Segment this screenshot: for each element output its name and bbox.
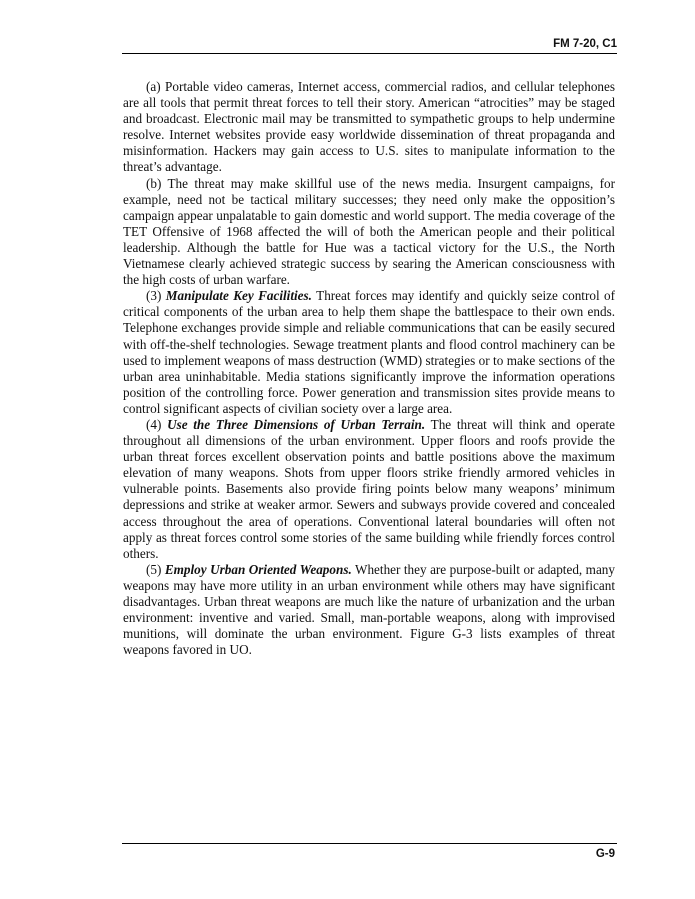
paragraph-b-text: (b) The threat may make skillful use of the news media. Insurgent campaigns, for example, need not be tactical military successes; they need only make the opposition’s campaign appear unpalatable to gain domestic and world support. The media coverage of the TET Offensive of 1968 affected the will of both the American people and their political leadership. Although the battle for Hue was a tactical victory for the U.S., the North Vietnamese clearly achieved strategic success by searing the American consciousness with the high costs of urban warfare. (123, 175, 615, 288)
paragraph-3-number: (3) (146, 288, 166, 304)
paragraph-5-text: Whether they are purpose-built or adapted, many weapons may have more utility in an urban environment while others may have significant disadvantages. Urban threat weapons are much like the nature of urbanization and the urban environment: inventive and varied. Small, man-portable weapons, along with improvised munitions, will dominate the urban environment. Figure G-3 lists examples of threat weapons favored in UO. (123, 561, 615, 658)
paragraph-4-text: The threat will think and operate throughout all dimensions of the urban environment. Upper floors and roofs provide the urban threat forces excellent observation points and battle positions above the maximum elevation of many weapons. Shots from upper floors strike friendly armored vehicles in vulnerable points. Basements also provide firing points below many weapons’ minimum depressions and strike at weaker armor. Sewers and subways provide covered and concealed access throughout the area of operations. Conventional lateral boundaries will often not apply as threat forces control some stories of the same building while friendly forces control others. (123, 416, 615, 561)
paragraph-3-title: Manipulate Key Facilities. (165, 288, 312, 304)
paragraph-4-title: Use the Three Dimensions of Urban Terrain. (167, 416, 426, 432)
paragraph-5 (123, 562, 615, 659)
paragraph-3 (123, 288, 615, 417)
paragraph-b (123, 176, 615, 289)
page-body (123, 79, 615, 658)
paragraph-a (123, 79, 615, 176)
paragraph-4 (123, 417, 615, 562)
paragraph-3-text: Threat forces may identify and quickly seize control of critical components of the urban area to help them shape the battlespace to their own ends. Telephone exchanges provide simple and reliable communications that can be easily secured with off-the-shelf technologies. Sewage treatment plants and flood control machinery can be used to implement weapons of mass destruction (WMD) strategies or to make sections of the urban area uninhabitable. Media stations significantly improve the information operations position of the controlling force. Power generation and transmission sites provide means to control significant aspects of civilian society over a large area. (123, 288, 615, 416)
paragraph-5-number: (5) (146, 561, 165, 577)
header-rule (122, 53, 617, 54)
paragraph-5-title: Employ Urban Oriented Weapons. (164, 561, 352, 577)
document-id: FM 7-20, C1 (553, 38, 617, 50)
paragraph-a-text: (a) Portable video cameras, Internet access, commercial radios, and cellular telephones are all tools that permit threat forces to tell their story. American “atrocities” may be staged and broadcast. Electronic mail may be transmitted to sympathetic groups to help undermine resolve. Internet websites provide easy worldwide dissemination of threat propaganda and misinformation. Hackers may gain access to U.S. sites to manipulate information to the threat’s advantage. (123, 79, 615, 175)
page-number: G-9 (595, 848, 615, 860)
paragraph-4-number: (4) (146, 416, 168, 432)
footer-rule (122, 843, 617, 844)
